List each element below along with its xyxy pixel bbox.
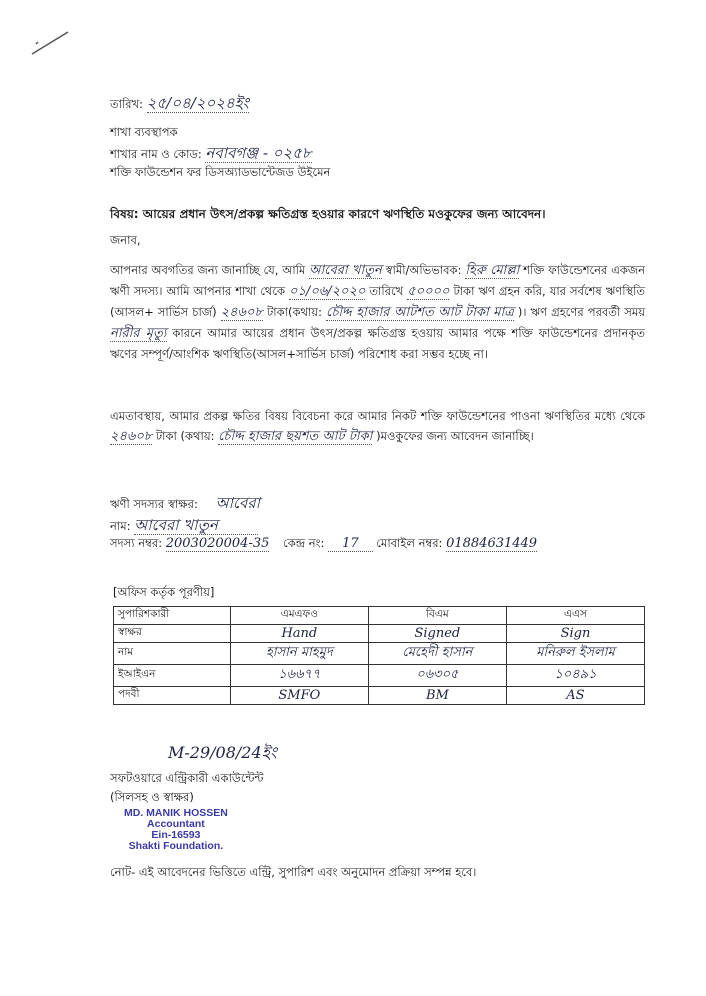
as-signature: Sign [506,625,644,643]
row-label: স্বাক্ষর [114,625,231,643]
bm-name: মেহেদী হাসান [368,643,506,665]
row-label: ইআইএন [114,665,231,687]
balance-in-words: চৌদ্দ হাজার আটশত আট টাকা মাত্র [326,305,514,320]
p2-text-3: )মওকুফের জন্য আবেদন জানাচ্ছি। [376,429,534,443]
date-line [110,92,249,117]
header-bm: বিএম [368,607,506,625]
date-label: তারিখ: [110,97,144,111]
note: নোট- এই আবেদনের ভিত্তিতে এন্ট্রি, সুপারিশ এবং অনুমোদন প্রক্রিয়া সম্পন্ন হবে। [110,865,477,879]
center-no-value: 17 [328,536,373,552]
p1-text-2: স্বামী/অভিভাবক: [385,263,462,277]
signature-label: ঋণী সদস্যর স্বাক্ষর: [110,497,198,511]
recipient-line3: শক্তি ফাউন্ডেশন ফর ডিসঅ্যাডভান্টেজড উইমেন [110,165,331,179]
as-designation: AS [506,687,644,705]
as-name: মনিরুল ইসলাম [506,643,644,665]
stamp-org: Shakti Foundation. [128,840,224,852]
bm-ein: ০৬৩০৫ [368,665,506,687]
damage-reason: নারীর মৃত্যু [110,326,167,341]
recipient-line1: শাখা ব্যবস্থাপক [110,125,178,139]
loan-date: ০১/০৬/২০২০ [289,284,366,299]
stamp-ein: Ein-16593 [151,829,201,841]
branch-label: শাখার নাম ও কোড: [110,147,202,161]
header-recommender: সুপারিশকারী [114,607,231,625]
table-row [114,687,645,705]
p1-text-8: কারনে আমার আয়ের প্রধান উৎস/প্রকল্প ক্ষতিগ্রস্ত হওয়ায় আমার পক্ষে শক্তি ফাউন্ডেশনের প্রদানকৃত ঋণের সম্পূর্ণ/আংশিক ঋণস্থিতি(আসল+সার্ভিস চার্জ) পরিশোধ করা সম্ভব হচ্ছে না। [110,326,646,361]
p2-text-2: টাকা (কথায়: [155,429,215,443]
applicant-ids-line [110,535,537,554]
paragraph-2 [110,406,645,447]
row-label: নাম [114,643,231,665]
date-value: ২৫/০৪/২০২৪ইং [146,94,250,112]
accountant-title: সফটওয়ারে এন্ট্রিকারী একাউন্টেন্ট [110,771,264,785]
name-label: নাম: [110,519,131,533]
waiver-amount: ২৪৬০৮ [110,429,153,444]
mobile-label: মোবাইল নম্বর: [376,536,443,550]
guardian-name: হিরু মোল্লা [465,263,520,278]
mfo-signature: Hand [230,625,368,643]
accountant-stamp [124,808,228,852]
p1-text-6: টাকা(কথায়: [267,305,322,319]
member-no-value: 2003020004-35 [165,536,270,551]
mfo-designation: SMFO [230,687,368,705]
applicant-name-inline: আবেরা খাতুন [309,263,382,278]
accountant-subtitle: (সিলসহ ও স্বাক্ষর) [110,790,194,804]
applicant-name: আবেরা খাতুন [134,516,258,535]
p2-text-1: এমতাবস্থায়, আমার প্রকল্প ক্ষতির বিষয় বিবেচনা করে আমার নিকট শক্তি ফাউন্ডেশনের পাওনা ঋণস্থিতির মধ্যে থেকে [110,409,645,423]
p1-text-3: শক্তি ফাউন্ডেশনের একজন ঋণী সদস্য। আমি আপনার শাখা থেকে [110,263,646,298]
member-no-label: সদস্য নম্বর: [110,536,163,550]
header-as: এএস [506,607,644,625]
mobile-value: 01884631449 [446,536,538,551]
stamp-title: Accountant [147,818,205,830]
office-header-row [114,607,645,625]
mfo-ein: ১৬৬৭৭ [230,665,368,687]
p1-text-1: আপনার অবগতির জন্য জানাচ্ছি যে, আমি [110,263,306,277]
loan-balance: ২৪৬০৮ [220,305,263,320]
p1-text-4: তারিখে [369,284,404,298]
table-row [114,665,645,687]
loan-amount: ৫০০০০ [407,284,450,299]
office-table [113,606,645,705]
branch-value: নবাবগঞ্জ - ০২৫৮ [205,144,312,162]
office-caption: [অফিস কর্তৃক পূরণীয়] [113,585,215,599]
stamp-name: MD. MANIK HOSSEN [124,807,228,819]
row-label: পদবী [114,687,231,705]
pen-mark [28,28,72,58]
bm-signature: Signed [368,625,506,643]
salutation: জনাব, [110,233,141,247]
mfo-name: হাসান মাহমুদ [230,643,368,665]
applicant-signature: আবেরা [215,494,260,512]
center-no-label: কেন্দ্র নং: [283,536,325,550]
table-row [114,643,645,665]
waiver-amount-words: চৌদ্দ হাজার ছয়শত আট টাকা [218,429,373,444]
bm-designation: BM [368,687,506,705]
accountant-date-signature: M-29/08/24ইং [168,743,277,762]
paragraph-1 [110,260,645,364]
as-ein: ১০৪৯১ [506,665,644,687]
table-row [114,625,645,643]
header-mfo: এমএফও [230,607,368,625]
p1-text-5: টাকা ঋণ গ্রহন করি, যার সর্বশেষ ঋণস্থিতি (আসল+ সার্ভিস চার্জ) [110,284,646,319]
p1-text-7: )। ঋণ গ্রহণের পরবর্তী সময় [517,305,646,319]
subject: বিষয়: আয়ের প্রধান উৎস/প্রকল্প ক্ষতিগ্রস্ত হওয়ার কারণে ঋণস্থিতি মওকুফের জন্য আবেদন। [110,207,546,221]
